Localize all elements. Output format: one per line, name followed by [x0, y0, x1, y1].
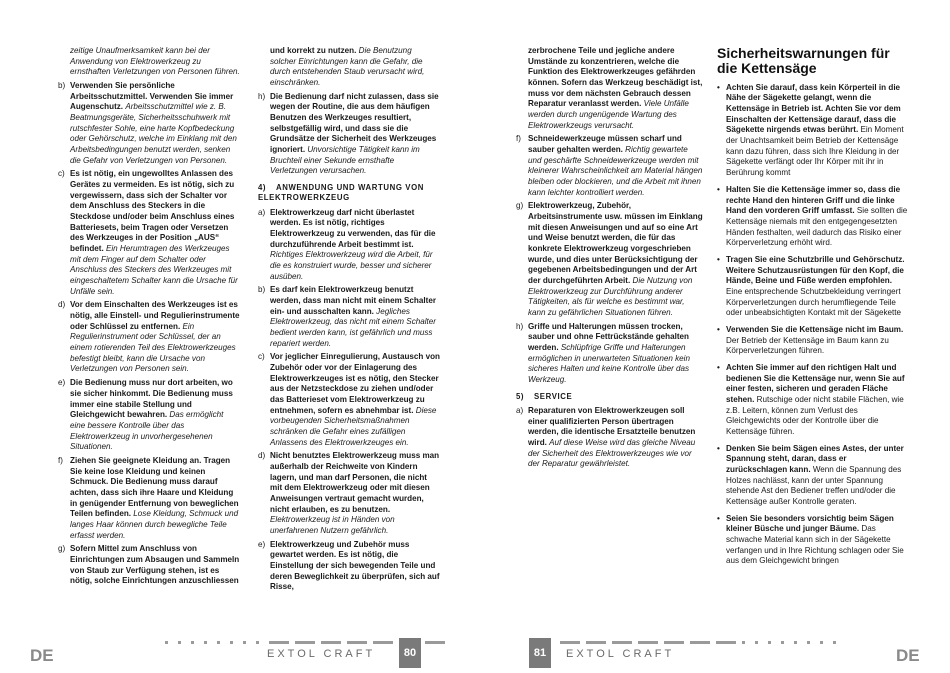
item-label: a) — [516, 406, 524, 416]
text-run: Jegliches Elektrowerkzeug, das nicht mit einem Schalter bedient werden kann, ist gefährlich und muss repariert werden. — [270, 306, 436, 348]
text-run: Schneidewerkzeuge müssen scharf und sauber gehalten werden. — [528, 134, 682, 155]
text-run: Das schwache Material kann sich in der Sägekette verfangen und in Ihre Richtung schlagen oder Sie aus dem Gleichgewicht bringen — [726, 524, 904, 566]
bullet-list — [717, 83, 909, 567]
text-run: Rutschige oder nicht stabile Flächen, wie z.B. Leitern, können zum Verlust des Gleichgewichts oder der Kontrolle über die Kettensäge führen. — [726, 394, 904, 436]
text-run: und korrekt zu nutzen. — [270, 46, 359, 55]
list-item — [258, 285, 440, 349]
text-run: Nicht benutztes Elektrowerkzeug muss man außerhalb der Reichweite von Kindern lagern, und man darf Personen, die nicht mit dem Elektrowerkzeug oder mit diesen Anweisungen vertraut gemacht wurden, nicht erlauben, es zu benutzen. — [270, 451, 440, 514]
list-item — [516, 134, 703, 198]
text-run: Verwenden Sie persönliche Arbeitsschutzmittel. Verwenden Sie immer Augenschutz. — [70, 81, 234, 112]
text-run: Ein Moment der Unachtsamkeit beim Betrieb der Kettensäge kann dazu führen, dass sich Ihre Kleidung in der Sägekette verfängt oder Ihr Körper mit ihr in Berührung kommt — [726, 125, 904, 178]
text-run: Tragen Sie eine Schutzbrille und Gehörschutz. Weitere Schutzausrüstungen für den Kopf, die Hände, Beine und Füße werden empfohlen. — [726, 254, 905, 286]
section-label: SERVICE — [534, 391, 573, 401]
text-run: Unvorsichtige Tätigkeit kann im Bruchteil einer Sekunde ernsthafte Verletzungen verursachen. — [270, 145, 420, 176]
bullet-item — [717, 363, 909, 438]
continued-paragraph — [58, 46, 240, 78]
item-label: f) — [516, 134, 521, 144]
bullet-dot-icon: • — [717, 443, 720, 453]
list-item — [258, 92, 440, 177]
language-code-right: DE — [896, 646, 920, 665]
text-run: Arbeitsschutzmittel wie z. B. Beatmungsgeräte, Sicherheitsschuhwerk mit rutschfester Sohle, eine harte Kopfbedeckung oder Gehörschutz, welche im Einklang mit den Arbeitsbedingungen benutzt werden, senken die Gefahr von Verletzungen von Personen. — [70, 102, 237, 165]
text-run: Viele Unfälle werden durch ungenügende Wartung des Elektrowerkzeugs verursacht. — [528, 99, 689, 130]
section-number: 5) — [516, 391, 525, 401]
text-run: Es darf kein Elektrowerkzeug benutzt werden, dass man nicht mit einem Schalter ein- und ausschalten kann. — [270, 285, 436, 316]
text-run: Achten Sie immer auf den richtigen Halt und bedienen Sie die Kettensäge nur, wenn Sie auf einer festen, sicheren und geraden Fläche stehen. — [726, 362, 905, 404]
column-1 — [58, 46, 240, 590]
text-run: Elektrowerkzeug und Zubehör muss gewartet werden. Es ist nötig, die Einstellung der sich bewegenden Teile und deren Beweglichkeit zu überprüfen, sich auf Risse, — [270, 539, 440, 592]
text-run: Halten Sie die Kettensäge immer so, dass die rechte Hand den hinteren Griff und die linke Hand den vorderen Griff umfasst. — [726, 184, 901, 216]
brand-logo-left: EXTOL CRAFT — [267, 648, 376, 660]
list-item — [58, 456, 240, 541]
text-run: Griffe und Halterungen müssen trocken, sauber und ohne Fettrückstände gehalten werden. — [528, 321, 690, 353]
text-run: Seien Sie besonders vorsichtig beim Sägen kleiner Büsche und junger Bäume. — [726, 513, 894, 534]
list-item — [58, 378, 240, 453]
item-label: h) — [258, 91, 266, 101]
text-run: Auf diese Weise wird das gleiche Niveau der Sicherheit des Elektrowerkzeuges wie vor der Reparatur gewährleistet. — [528, 438, 696, 469]
text-run: zeitige Unaufmerksamkeit kann bei der Anwendung von Elektrowerkzeug zu ernsthaften Verletzungen von Personen führen. — [70, 46, 240, 77]
item-label: d) — [58, 300, 66, 310]
item-label: d) — [258, 451, 266, 461]
text-run: Vor jeglicher Einregulierung, Austausch von Zubehör oder vor der Einlagerung des Elektrowerkzeuges ist es nötig, den Stecker aus der Netzsteckdose zu ziehen und/oder das Batterieset vom Elektrowerkzeug zu entnehmen, sofern es abnehmbar ist. — [270, 352, 440, 415]
text-run: Die Nutzung von Elektrowerkzeug zur Durchführung anderer Tätigkeiten, als für welche es bestimmt war, kann zu gefährlichen Situationen führen. — [528, 276, 693, 318]
bullet-item — [717, 83, 909, 179]
bullet-item — [717, 325, 909, 357]
list-item — [58, 544, 240, 587]
item-label: h) — [516, 321, 524, 331]
item-label: b) — [258, 285, 266, 295]
bullet-item — [717, 514, 909, 567]
item-label: f) — [58, 455, 63, 465]
item-label: g) — [58, 544, 66, 554]
item-label: c) — [258, 352, 265, 362]
bullet-item — [717, 444, 909, 508]
bullet-item — [717, 255, 909, 319]
text-run: Achten Sie darauf, dass kein Körperteil in die Nähe der Sägekette gelangt, wenn die Kettensäge in Betrieb ist. Achten Sie vor dem Einschalten der Kettensäge darauf, dass die Sägekette nirgends etwas berührt. — [726, 82, 901, 135]
text-run: Ein Herumtragen des Werkzeuges mit dem Finger auf dem Schalter oder Anschluss des Steckers des Werkzeuges mit eingeschaltetem Schalter kann die Ursache für Unfälle sein. — [70, 244, 238, 296]
continued-paragraph — [516, 46, 703, 131]
list-item — [516, 322, 703, 386]
text-run: Ein Regulierinstrument oder Schlüssel, der an einem rotierenden Teil des Elektrowerkzeuges befestigt bleibt, kann die Ursache von Verletzungen von Personen sein. — [70, 321, 236, 374]
column-2 — [258, 46, 440, 596]
page-number-left: 80 — [399, 638, 421, 668]
text-run: Denken Sie beim Sägen eines Astes, der unter Spannung steht, daran, dass er zurückschlagen kann. — [726, 443, 904, 474]
text-run: Ziehen Sie geeignete Kleidung an. Tragen Sie keine lose Kleidung und keinen Schmuck. Die Bedienung muss darauf achten, dass sich ihre Haare und Kleidung in genügender Entfernung von beweglichen Teilen befinden. — [70, 455, 239, 519]
text-run: Elektrowerkzeug, Zubehör, Arbeitsinstrumente usw. müssen im Einklang mit diesen Anweisungen und auf so eine Art und Weise benutzt werden, die für das konkrete Elektrowerkzeug vorgeschrieben wurde, und dies unter Berücksichtigung der gegebenen Arbeitsbedingungen und der Art der durchgeführten Arbeit. — [528, 201, 703, 286]
bullet-dot-icon: • — [717, 324, 720, 334]
list-item — [258, 451, 440, 536]
item-label: c) — [58, 169, 65, 179]
text-run: Sie sollten die Kettensäge niemals mit den entgegengesetzten Händen festhalten, weil dadurch das Risiko einer Körperverletzung erhöht wird. — [726, 206, 908, 248]
text-run: Eine entsprechende Schutzbekleidung verringert Körperverletzungen durch herumfliegende Teile oder unbeabsichtigten Kontakt mit der Sägekette — [726, 286, 902, 318]
text-run: Schlüpfrige Griffe und Halterungen ermöglichen in unerwarteten Situationen kein sicheres Halten und keine Kontrolle über das Werkzeug. — [528, 343, 690, 385]
bullet-dot-icon: • — [717, 254, 720, 264]
text-run: Reparaturen von Elektrowerkzeugen soll einer qualifizierten Person übertragen werden, die identische Ersatzteile benutzen wird. — [528, 406, 696, 448]
item-label: e) — [58, 378, 66, 388]
text-run: Lose Kleidung, Schmuck und langes Haar können durch bewegliche Teile erfasst werden. — [70, 509, 239, 540]
footer-dots-right — [560, 641, 846, 645]
text-run: Diese vorbeugenden Sicherheitsmaßnahmen schränken die Gefahr eines zufälligen Anlassens des Elektrowerkzeuges ein. — [270, 405, 437, 447]
text-run: Elektrowerkzeug ist in Händen von unerfahrenen Nutzern gefährlich. — [270, 515, 395, 536]
list-item — [58, 81, 240, 166]
text-run: Richtiges Elektrowerkzeug wird die Arbeit, für die es konstruiert wurde, besser und sicherer ausüben. — [270, 250, 433, 281]
text-run: Richtig gewartete und geschärfte Schneidewerkzeuge werden mit kleinerer Wahrscheinlichkeit am Material hängen bleiben oder blockieren, und die Arbeit mit ihnen kann leichter kontrolliert werden. — [528, 145, 703, 197]
text-run: Der Betrieb der Kettensäge im Baum kann zu Körperverletzungen führen. — [726, 335, 889, 356]
text-run: zerbrochene Teile und jegliche andere Umstände zu konzentrieren, welche die Funktion des Elektrowerkzeuges gefährden können. Sofern das Werkzeug beschädigt ist, muss vor dem nächsten Gebrauch dessen Reparatur veranlasst werden. — [528, 46, 703, 109]
continued-paragraph — [258, 46, 440, 89]
list-item — [258, 540, 440, 593]
bullet-item — [717, 185, 909, 249]
text-run: Elektrowerkzeug darf nicht überlastet werden. Es ist nötig, richtiges Elektrowerkzeug zu verwenden, das für die durchzuführende Arbeit bestimmt ist. — [270, 207, 436, 249]
text-run: Die Benutzung solcher Einrichtungen kann die Gefahr, die durch entstehenden Staub verursacht wird, einschränken. — [270, 46, 425, 88]
text-run: Die Bedienung darf nicht zulassen, dass sie wegen der Routine, die aus dem häufigen Benutzen des Werkzeuges resultiert, selbstgefällig wird, und dass sie die Grundsätze der Sicherheit des Werkzeuges ignoriert. — [270, 91, 439, 155]
brand-logo-right: EXTOL CRAFT — [566, 648, 675, 660]
page-number-right: 81 — [529, 638, 551, 668]
bullet-dot-icon: • — [717, 184, 720, 194]
list-item — [258, 352, 440, 448]
text-run: Sofern Mittel zum Anschluss von Einrichtungen zum Absaugen und Sammeln von Staub zur Verfügung stehen, ist es nötig, solche Einrichtungen anzuschliessen — [70, 544, 240, 586]
section-title: Sicherheitswarnungen für die Kettensäge — [717, 45, 890, 77]
list-item — [258, 208, 440, 283]
bullet-dot-icon: • — [717, 362, 720, 372]
list-item — [516, 201, 703, 318]
list-item — [58, 169, 240, 297]
column-3 — [516, 46, 703, 473]
item-label: g) — [516, 201, 524, 211]
text-run: Wenn die Spannung des Holzes nachlässt, kann der unter Spannung stehende Ast den Bediener treffen und/oder die Kettensäge außer Kontrolle geraten. — [726, 464, 902, 506]
text-run: Die Bedienung muss nur dort arbeiten, wo sie sicher hinkommt. Die Bedienung muss immer eine stabile Stellung und Gleichgewicht bewahren. — [70, 378, 233, 420]
column-4 — [717, 46, 909, 573]
language-code-left: DE — [30, 646, 54, 665]
text-run: Verwenden Sie die Kettensäge nicht im Baum. — [726, 324, 904, 334]
item-label: a) — [258, 207, 266, 217]
bullet-dot-icon: • — [717, 513, 720, 523]
list-item — [516, 406, 703, 470]
text-run: Vor dem Einschalten des Werkzeuges ist es nötig, alle Einstell- und Regulierinstrumente oder Schlüssel zu entfernen. — [70, 300, 240, 331]
text-run: Das ermöglicht eine bessere Kontrolle über das Elektrowerkzeug in unvorhergesehenen Situationen. — [70, 410, 224, 452]
bullet-dot-icon: • — [717, 82, 720, 92]
item-label: b) — [58, 81, 66, 91]
section-heading — [516, 392, 703, 402]
section-number: 4) — [258, 183, 267, 193]
section-label: ANWENDUNG UND WARTUNG VON ELEKTROWERKZEUG — [258, 183, 424, 203]
list-item — [58, 300, 240, 375]
item-label: e) — [258, 539, 266, 549]
text-run: Es ist nötig, ein ungewolltes Anlassen des Gerätes zu vermeiden. Es ist nötig, sich zu vergewissern, dass sich der Schalter vor dem Anschluss des Steckers in die Steckdose und/oder beim Anschluss eines Batteriesets, beim Tragen oder Versetzen des Werkzeuges in der Position „AUS“ befindet. — [70, 169, 235, 254]
section-heading — [258, 183, 440, 204]
